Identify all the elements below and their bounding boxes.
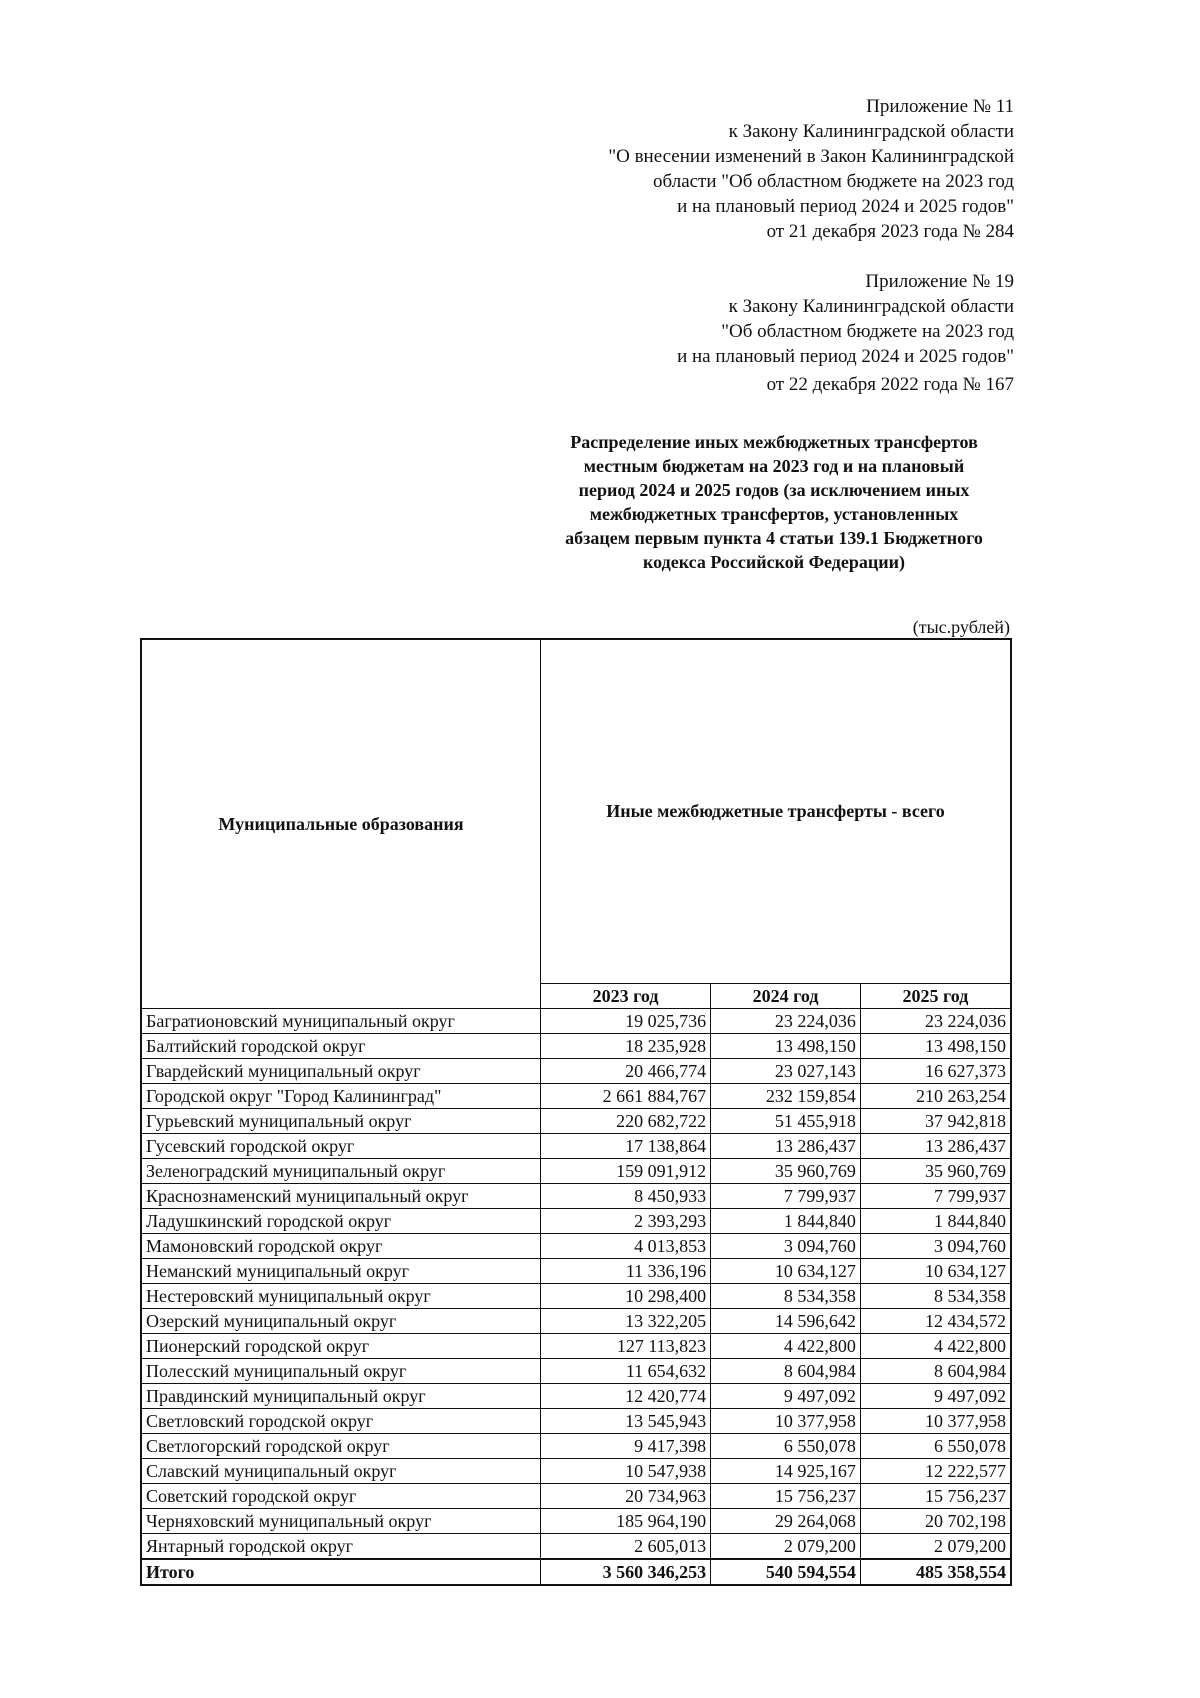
document-title xyxy=(540,430,1008,574)
title-line: местным бюджетам на 2023 год и на плановый xyxy=(583,456,965,476)
value-2024: 8 534,358 xyxy=(711,1284,861,1309)
value-2023: 8 450,933 xyxy=(541,1184,711,1209)
municipality-name: Неманский муниципальный округ xyxy=(141,1259,541,1284)
value-2025: 12 434,572 xyxy=(860,1309,1011,1334)
municipality-name: Гурьевский муниципальный округ xyxy=(141,1109,541,1134)
header-year-2023: 2023 год xyxy=(541,984,711,1009)
table-row xyxy=(141,1109,1011,1134)
table-row xyxy=(141,1509,1011,1534)
value-2025: 210 263,254 xyxy=(860,1084,1011,1109)
value-2024: 10 377,958 xyxy=(711,1409,861,1434)
value-2023: 13 322,205 xyxy=(541,1309,711,1334)
value-2023: 127 113,823 xyxy=(541,1334,711,1359)
table-row xyxy=(141,1334,1011,1359)
value-2023: 2 661 884,767 xyxy=(541,1084,711,1109)
value-2024: 13 286,437 xyxy=(711,1134,861,1159)
annex-law-ref: к Закону Калининградской области xyxy=(728,296,1014,317)
value-2024: 7 799,937 xyxy=(711,1184,861,1209)
value-2025: 8 604,984 xyxy=(860,1359,1011,1384)
units-label: (тыс.рублей) xyxy=(912,617,1010,637)
table-row xyxy=(141,1484,1011,1509)
table-row xyxy=(141,1034,1011,1059)
value-2024: 13 498,150 xyxy=(711,1034,861,1059)
annex-number: Приложение № 11 xyxy=(866,96,1014,117)
annex-date: от 22 декабря 2022 года № 167 xyxy=(766,374,1014,395)
title-line: период 2024 и 2025 годов (за исключением иных xyxy=(578,480,970,500)
value-2023: 4 013,853 xyxy=(541,1234,711,1259)
table-row xyxy=(141,1459,1011,1484)
header-transfers: Иные межбюджетные трансферты - всего xyxy=(541,639,1012,984)
municipality-name: Озерский муниципальный округ xyxy=(141,1309,541,1334)
value-2025: 10 634,127 xyxy=(860,1259,1011,1284)
title-line: абзацем первым пункта 4 статьи 139.1 Бюджетного xyxy=(565,528,983,548)
value-2025: 35 960,769 xyxy=(860,1159,1011,1184)
value-2024: 15 756,237 xyxy=(711,1484,861,1509)
value-2025: 37 942,818 xyxy=(860,1109,1011,1134)
municipality-name: Янтарный городской округ xyxy=(141,1534,541,1560)
total-2023: 3 560 346,253 xyxy=(541,1559,711,1585)
value-2024: 9 497,092 xyxy=(711,1384,861,1409)
municipality-name: Полесский муниципальный округ xyxy=(141,1359,541,1384)
value-2024: 14 596,642 xyxy=(711,1309,861,1334)
total-label: Итого xyxy=(141,1559,541,1585)
table-row xyxy=(141,1134,1011,1159)
municipality-name: Нестеровский муниципальный округ xyxy=(141,1284,541,1309)
municipality-name: Светлогорский городской округ xyxy=(141,1434,541,1459)
value-2023: 19 025,736 xyxy=(541,1009,711,1034)
annex-law-title-3: и на плановый период 2024 и 2025 годов" xyxy=(677,196,1014,217)
value-2025: 23 224,036 xyxy=(860,1009,1011,1034)
table-row xyxy=(141,1159,1011,1184)
value-2023: 159 091,912 xyxy=(541,1159,711,1184)
value-2025: 9 497,092 xyxy=(860,1384,1011,1409)
header-municipality: Муниципальные образования xyxy=(141,639,541,1009)
municipality-name: Светловский городской округ xyxy=(141,1409,541,1434)
municipality-name: Краснознаменский муниципальный округ xyxy=(141,1184,541,1209)
municipality-name: Балтийский городской округ xyxy=(141,1034,541,1059)
municipality-name: Мамоновский городской округ xyxy=(141,1234,541,1259)
value-2024: 8 604,984 xyxy=(711,1359,861,1384)
municipality-name: Советский городской округ xyxy=(141,1484,541,1509)
table-row xyxy=(141,1284,1011,1309)
value-2025: 16 627,373 xyxy=(860,1059,1011,1084)
header-year-2024: 2024 год xyxy=(711,984,861,1009)
table-row xyxy=(141,1309,1011,1334)
municipality-name: Багратионовский муниципальный округ xyxy=(141,1009,541,1034)
annex-original-law xyxy=(677,269,1014,397)
table-row xyxy=(141,1059,1011,1084)
value-2024: 2 079,200 xyxy=(711,1534,861,1560)
municipality-name: Правдинский муниципальный округ xyxy=(141,1384,541,1409)
annex-law-title-2: и на плановый период 2024 и 2025 годов" xyxy=(677,346,1014,367)
transfers-table xyxy=(140,638,1012,1586)
municipality-name: Пионерский городской округ xyxy=(141,1334,541,1359)
annex-law-ref: к Закону Калининградской области xyxy=(728,121,1014,142)
table-row xyxy=(141,1184,1011,1209)
value-2023: 13 545,943 xyxy=(541,1409,711,1434)
title-line: кодекса Российской Федерации) xyxy=(642,552,906,572)
annex-law-title-2: области "Об областном бюджете на 2023 год xyxy=(653,171,1014,192)
total-2024: 540 594,554 xyxy=(711,1559,861,1585)
table-row xyxy=(141,1009,1011,1034)
table-row xyxy=(141,1359,1011,1384)
value-2024: 14 925,167 xyxy=(711,1459,861,1484)
value-2023: 185 964,190 xyxy=(541,1509,711,1534)
value-2024: 3 094,760 xyxy=(711,1234,861,1259)
value-2025: 1 844,840 xyxy=(860,1209,1011,1234)
table-row xyxy=(141,1434,1011,1459)
value-2023: 9 417,398 xyxy=(541,1434,711,1459)
value-2025: 2 079,200 xyxy=(860,1534,1011,1560)
value-2025: 8 534,358 xyxy=(860,1284,1011,1309)
municipality-name: Городской округ "Город Калининград" xyxy=(141,1084,541,1109)
table-body xyxy=(141,1009,1011,1586)
table-row xyxy=(141,1209,1011,1234)
value-2025: 10 377,958 xyxy=(860,1409,1011,1434)
table-row xyxy=(141,1234,1011,1259)
value-2023: 20 734,963 xyxy=(541,1484,711,1509)
value-2023: 2 605,013 xyxy=(541,1534,711,1560)
value-2025: 3 094,760 xyxy=(860,1234,1011,1259)
municipality-name: Черняховский муниципальный округ xyxy=(141,1509,541,1534)
municipality-name: Ладушкинский городской округ xyxy=(141,1209,541,1234)
value-2025: 7 799,937 xyxy=(860,1184,1011,1209)
annex-date: от 21 декабря 2023 года № 284 xyxy=(766,221,1014,242)
value-2025: 13 286,437 xyxy=(860,1134,1011,1159)
municipality-name: Славский муниципальный округ xyxy=(141,1459,541,1484)
table-row xyxy=(141,1534,1011,1560)
total-row xyxy=(141,1559,1011,1585)
title-line: Распределение иных межбюджетных трансфертов xyxy=(570,432,978,452)
value-2024: 6 550,078 xyxy=(711,1434,861,1459)
value-2024: 23 224,036 xyxy=(711,1009,861,1034)
value-2023: 10 547,938 xyxy=(541,1459,711,1484)
value-2023: 17 138,864 xyxy=(541,1134,711,1159)
value-2024: 35 960,769 xyxy=(711,1159,861,1184)
value-2025: 15 756,237 xyxy=(860,1484,1011,1509)
value-2023: 11 654,632 xyxy=(541,1359,711,1384)
value-2024: 10 634,127 xyxy=(711,1259,861,1284)
annex-number: Приложение № 19 xyxy=(865,271,1014,292)
municipality-name: Гусевский городской округ xyxy=(141,1134,541,1159)
value-2023: 18 235,928 xyxy=(541,1034,711,1059)
header-year-2025: 2025 год xyxy=(860,984,1011,1009)
value-2024: 4 422,800 xyxy=(711,1334,861,1359)
table-row xyxy=(141,1384,1011,1409)
value-2024: 1 844,840 xyxy=(711,1209,861,1234)
value-2023: 12 420,774 xyxy=(541,1384,711,1409)
value-2023: 11 336,196 xyxy=(541,1259,711,1284)
value-2025: 20 702,198 xyxy=(860,1509,1011,1534)
annex-current-law xyxy=(608,94,1014,244)
total-2025: 485 358,554 xyxy=(860,1559,1011,1585)
table-row xyxy=(141,1259,1011,1284)
municipality-name: Зеленоградский муниципальный округ xyxy=(141,1159,541,1184)
municipality-name: Гвардейский муниципальный округ xyxy=(141,1059,541,1084)
table-row xyxy=(141,1084,1011,1109)
value-2023: 10 298,400 xyxy=(541,1284,711,1309)
value-2023: 20 466,774 xyxy=(541,1059,711,1084)
value-2025: 12 222,577 xyxy=(860,1459,1011,1484)
value-2023: 2 393,293 xyxy=(541,1209,711,1234)
value-2023: 220 682,722 xyxy=(541,1109,711,1134)
value-2024: 51 455,918 xyxy=(711,1109,861,1134)
value-2025: 13 498,150 xyxy=(860,1034,1011,1059)
annex-law-title-1: "О внесении изменений в Закон Калининградской xyxy=(608,146,1014,167)
value-2024: 23 027,143 xyxy=(711,1059,861,1084)
value-2025: 6 550,078 xyxy=(860,1434,1011,1459)
value-2024: 29 264,068 xyxy=(711,1509,861,1534)
title-line: межбюджетных трансфертов, установленных xyxy=(589,504,959,524)
value-2024: 232 159,854 xyxy=(711,1084,861,1109)
annex-law-title-1: "Об областном бюджете на 2023 год xyxy=(721,321,1014,342)
value-2025: 4 422,800 xyxy=(860,1334,1011,1359)
table-row xyxy=(141,1409,1011,1434)
